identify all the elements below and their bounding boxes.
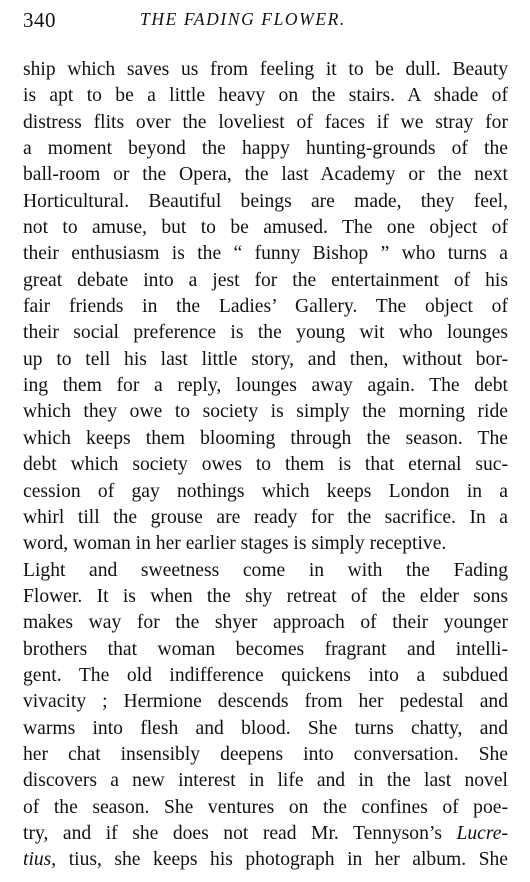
text-line: her chat insensibly deepens into conversation. She — [23, 743, 508, 765]
text-line: fair friends in the Ladies’ Gallery. The object of — [23, 296, 508, 318]
text-run: try, and if she does not read Mr. Tennyson’s — [23, 822, 442, 844]
text-line — [23, 847, 508, 873]
text-line: their enthusiasm is the “ funny Bishop ” who turns a — [23, 243, 508, 265]
text-line: is apt to be a little heavy on the stairs. A shade of — [23, 85, 508, 107]
text-line: ing them for a reply, lounges away again. The debt — [23, 375, 508, 397]
text-line: gent. The old indifference quickens into a subdued — [23, 664, 508, 686]
text-line: which they owe to society is simply the morning ride — [23, 401, 508, 423]
text-line: whirl till the grouse are ready for the sacrifice. In a — [23, 506, 508, 528]
running-title: THE FADING FLOWER. — [140, 9, 346, 29]
text-line: of the season. She ventures on the confines of poe- — [23, 796, 508, 818]
text-run: tius, she keeps his photograph in her album. She — [68, 849, 508, 871]
text-line: makes way for the shyer approach of their younger — [23, 612, 508, 634]
text-line: vivacity ; Hermione descends from her pedestal and — [23, 691, 508, 713]
body-text — [23, 57, 508, 874]
text-line: discovers a new interest in life and in the last novel — [23, 770, 508, 792]
italic-title: tius, — [23, 849, 57, 871]
text-line: not to amuse, but to be amused. The one object of — [23, 217, 508, 239]
text-line: Flower. It is when the shy retreat of the elder sons — [23, 585, 508, 607]
page-number: 340 — [23, 8, 56, 32]
text-line — [23, 821, 508, 847]
italic-title: Lucre- — [456, 822, 508, 844]
text-line: a moment beyond the happy hunting-grounds of the — [23, 138, 508, 160]
text-line: ball-room or the Opera, the last Academy or the next — [23, 164, 508, 186]
text-line: up to tell his last little story, and then, without bor- — [23, 348, 508, 370]
text-line: Horticultural. Beautiful beings are made, they feel, — [23, 190, 508, 212]
text-line: warms into flesh and blood. She turns chatty, and — [23, 717, 508, 739]
text-line: word, woman in her earlier stages is simply receptive. — [23, 533, 447, 555]
text-line: debt which society owes to them is that eternal suc- — [23, 454, 508, 476]
text-line: Light and sweetness come in with the Fading — [23, 559, 508, 581]
text-line: great debate into a jest for the entertainment of his — [23, 269, 508, 291]
text-line: brothers that woman becomes fragrant and intelli- — [23, 638, 508, 660]
text-line: which keeps them blooming through the season. The — [23, 427, 508, 449]
text-line: ship which saves us from feeling it to be dull. Beauty — [23, 59, 508, 80]
text-line: their social preference is the young wit who lounges — [23, 322, 508, 344]
text-line: distress flits over the loveliest of faces if we stray for — [23, 111, 508, 133]
text-line: cession of gay nothings which keeps London in a — [23, 480, 508, 502]
